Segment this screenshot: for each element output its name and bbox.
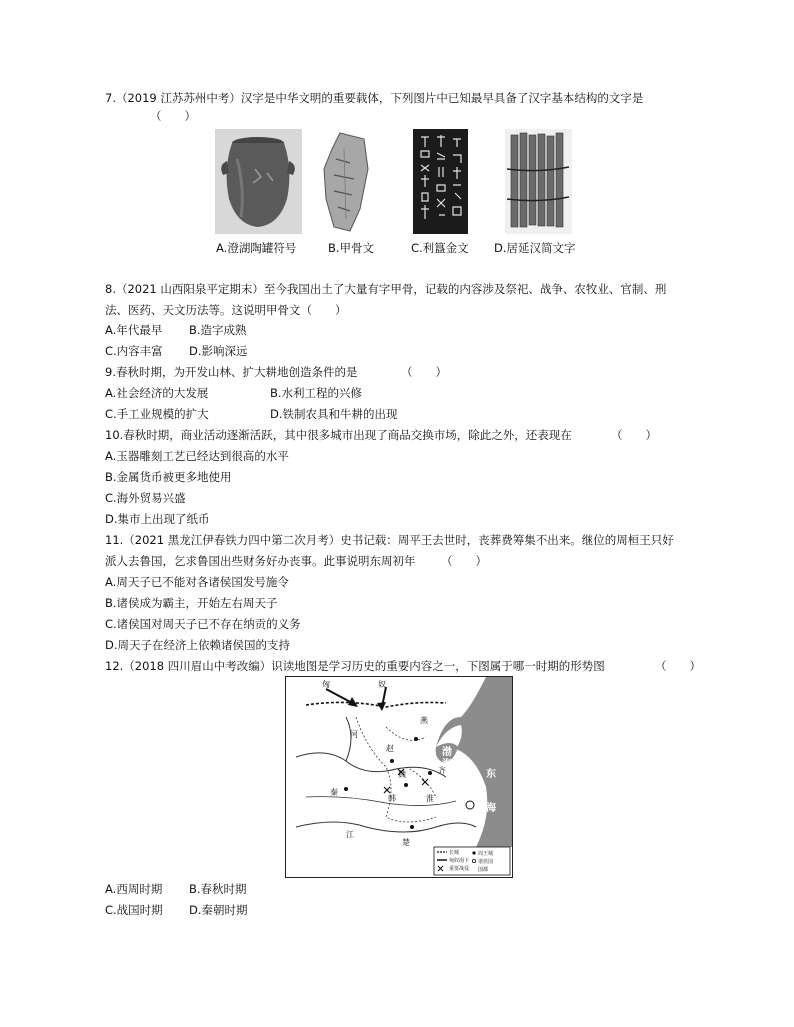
q7-stem: 7.（2019 江苏苏州中考）汉字是中华文明的重要载体，下列图片中已知最早具备了汉字基本结构的文字是 [105, 91, 644, 105]
legend-royal-city: 周王城 [478, 851, 494, 857]
map-label-bo: 渤 [442, 747, 452, 758]
warring-states-map [285, 676, 513, 878]
q7-caption-c: C.利簋金文 [411, 241, 469, 255]
map-label-wei: 魏 [398, 770, 406, 779]
q7-caption-d: D.居延汉简文字 [494, 241, 576, 255]
legend-capital: 国都 [478, 867, 489, 873]
map-label-qi: 齐 [438, 766, 446, 775]
q7-answer-paren: （ ） [150, 109, 196, 123]
q8-option-c: C.内容丰富 [105, 344, 163, 358]
legend-vassal: 诸侯国 [478, 859, 494, 865]
q10-option-d: D.集市上出现了纸币 [105, 512, 210, 526]
q11-stem-line1: 11.（2021 黑龙江伊春铁力四中第二次月考）史书记载：周平王去世时，丧葬费筹集不出来。继位的周桓王只好 [105, 533, 674, 547]
q12-option-b: B.春秋时期 [189, 882, 247, 896]
q12-stem: 12.（2018 四川眉山中考改编）识读地图是学习历史的重要内容之一，下图属于哪一时期的形势图 [105, 659, 605, 673]
map-label-jiang: 江 [346, 830, 354, 839]
bamboo-slips-image [505, 129, 572, 234]
map-label-he: 河 [350, 730, 358, 739]
oracle-bone-image [320, 129, 373, 234]
legend-great-wall: 长城 [449, 850, 460, 856]
q11-answer-paren: （ ） [441, 554, 487, 568]
q12-option-a: A.西周时期 [105, 882, 163, 896]
bronze-inscription-image [413, 129, 468, 234]
legend-battle: 重要战役 [449, 866, 470, 872]
map-label-han: 韩 [388, 794, 396, 803]
q12-answer-paren: （ ） [655, 659, 701, 673]
q8-stem-line2: 法、医药、天文历法等。这说明甲骨文（ ） [105, 303, 347, 317]
map-label-zhao: 赵 [386, 744, 394, 753]
q10-stem: 10.春秋时期，商业活动逐渐活跃，其中很多城市出现了商品交换市场，除此之外，还表现在 [105, 428, 572, 442]
map-label-hai2: 海 [486, 803, 496, 814]
map-label-nu: 奴 [378, 680, 386, 689]
q9-answer-paren: （ ） [401, 365, 447, 379]
q7-caption-b: B.甲骨文 [328, 241, 375, 255]
q8-option-b: B.造字成熟 [189, 323, 247, 337]
q11-option-b: B.诸侯成为霸主，开始左右周天子 [105, 596, 278, 610]
q12-option-c: C.战国时期 [105, 903, 163, 917]
map-label-dong: 东 [486, 769, 496, 780]
q11-option-c: C.诸侯国对周天子已不存在纳贡的义务 [105, 617, 301, 631]
q10-option-a: A.玉器雕刻工艺已经达到很高的水平 [105, 449, 289, 463]
q9-stem: 9.春秋时期，为开发山林、扩大耕地创造条件的是 [105, 365, 358, 379]
q8-stem-line1: 8.（2021 山西阳泉平定期末）至今我国出土了大量有字甲骨，记载的内容涉及祭祀、战争、农牧业、官制、刑 [105, 282, 667, 296]
q9-option-b: B.水利工程的兴修 [270, 386, 363, 400]
map-label-yan: 燕 [420, 716, 428, 725]
q11-option-a: A.周天子已不能对各诸侯国发号施令 [105, 575, 289, 589]
map-label-chu: 楚 [402, 838, 410, 847]
q10-answer-paren: （ ） [611, 428, 657, 442]
q10-option-c: C.海外贸易兴盛 [105, 491, 186, 505]
map-label-xiong: 匈 [322, 680, 330, 689]
q10-option-b: B.金属货币被更多地使用 [105, 470, 232, 484]
q8-option-a: A.年代最早 [105, 323, 163, 337]
map-label-qin: 秦 [330, 788, 338, 797]
pottery-jar-image [215, 129, 302, 234]
legend-xiongnu: 匈奴南下 [449, 858, 470, 864]
q11-option-d: D.周天子在经济上依赖诸侯国的支持 [105, 638, 291, 652]
q7-caption-a: A.澄湖陶罐符号 [216, 241, 297, 255]
q8-option-d: D.影响深远 [189, 344, 248, 358]
q9-option-c: C.手工业规模的扩大 [105, 407, 209, 421]
q9-option-a: A.社会经济的大发展 [105, 386, 209, 400]
q9-option-d: D.铁制农具和牛耕的出现 [270, 407, 398, 421]
q12-option-d: D.秦朝时期 [189, 903, 248, 917]
q11-stem-line2: 派人去鲁国，乞求鲁国出些财务好办丧事。此事说明东周初年 [105, 554, 416, 568]
map-legend [434, 847, 510, 875]
map-label-huai: 淮 [426, 794, 434, 803]
map-label-hai: 海 [442, 759, 452, 770]
